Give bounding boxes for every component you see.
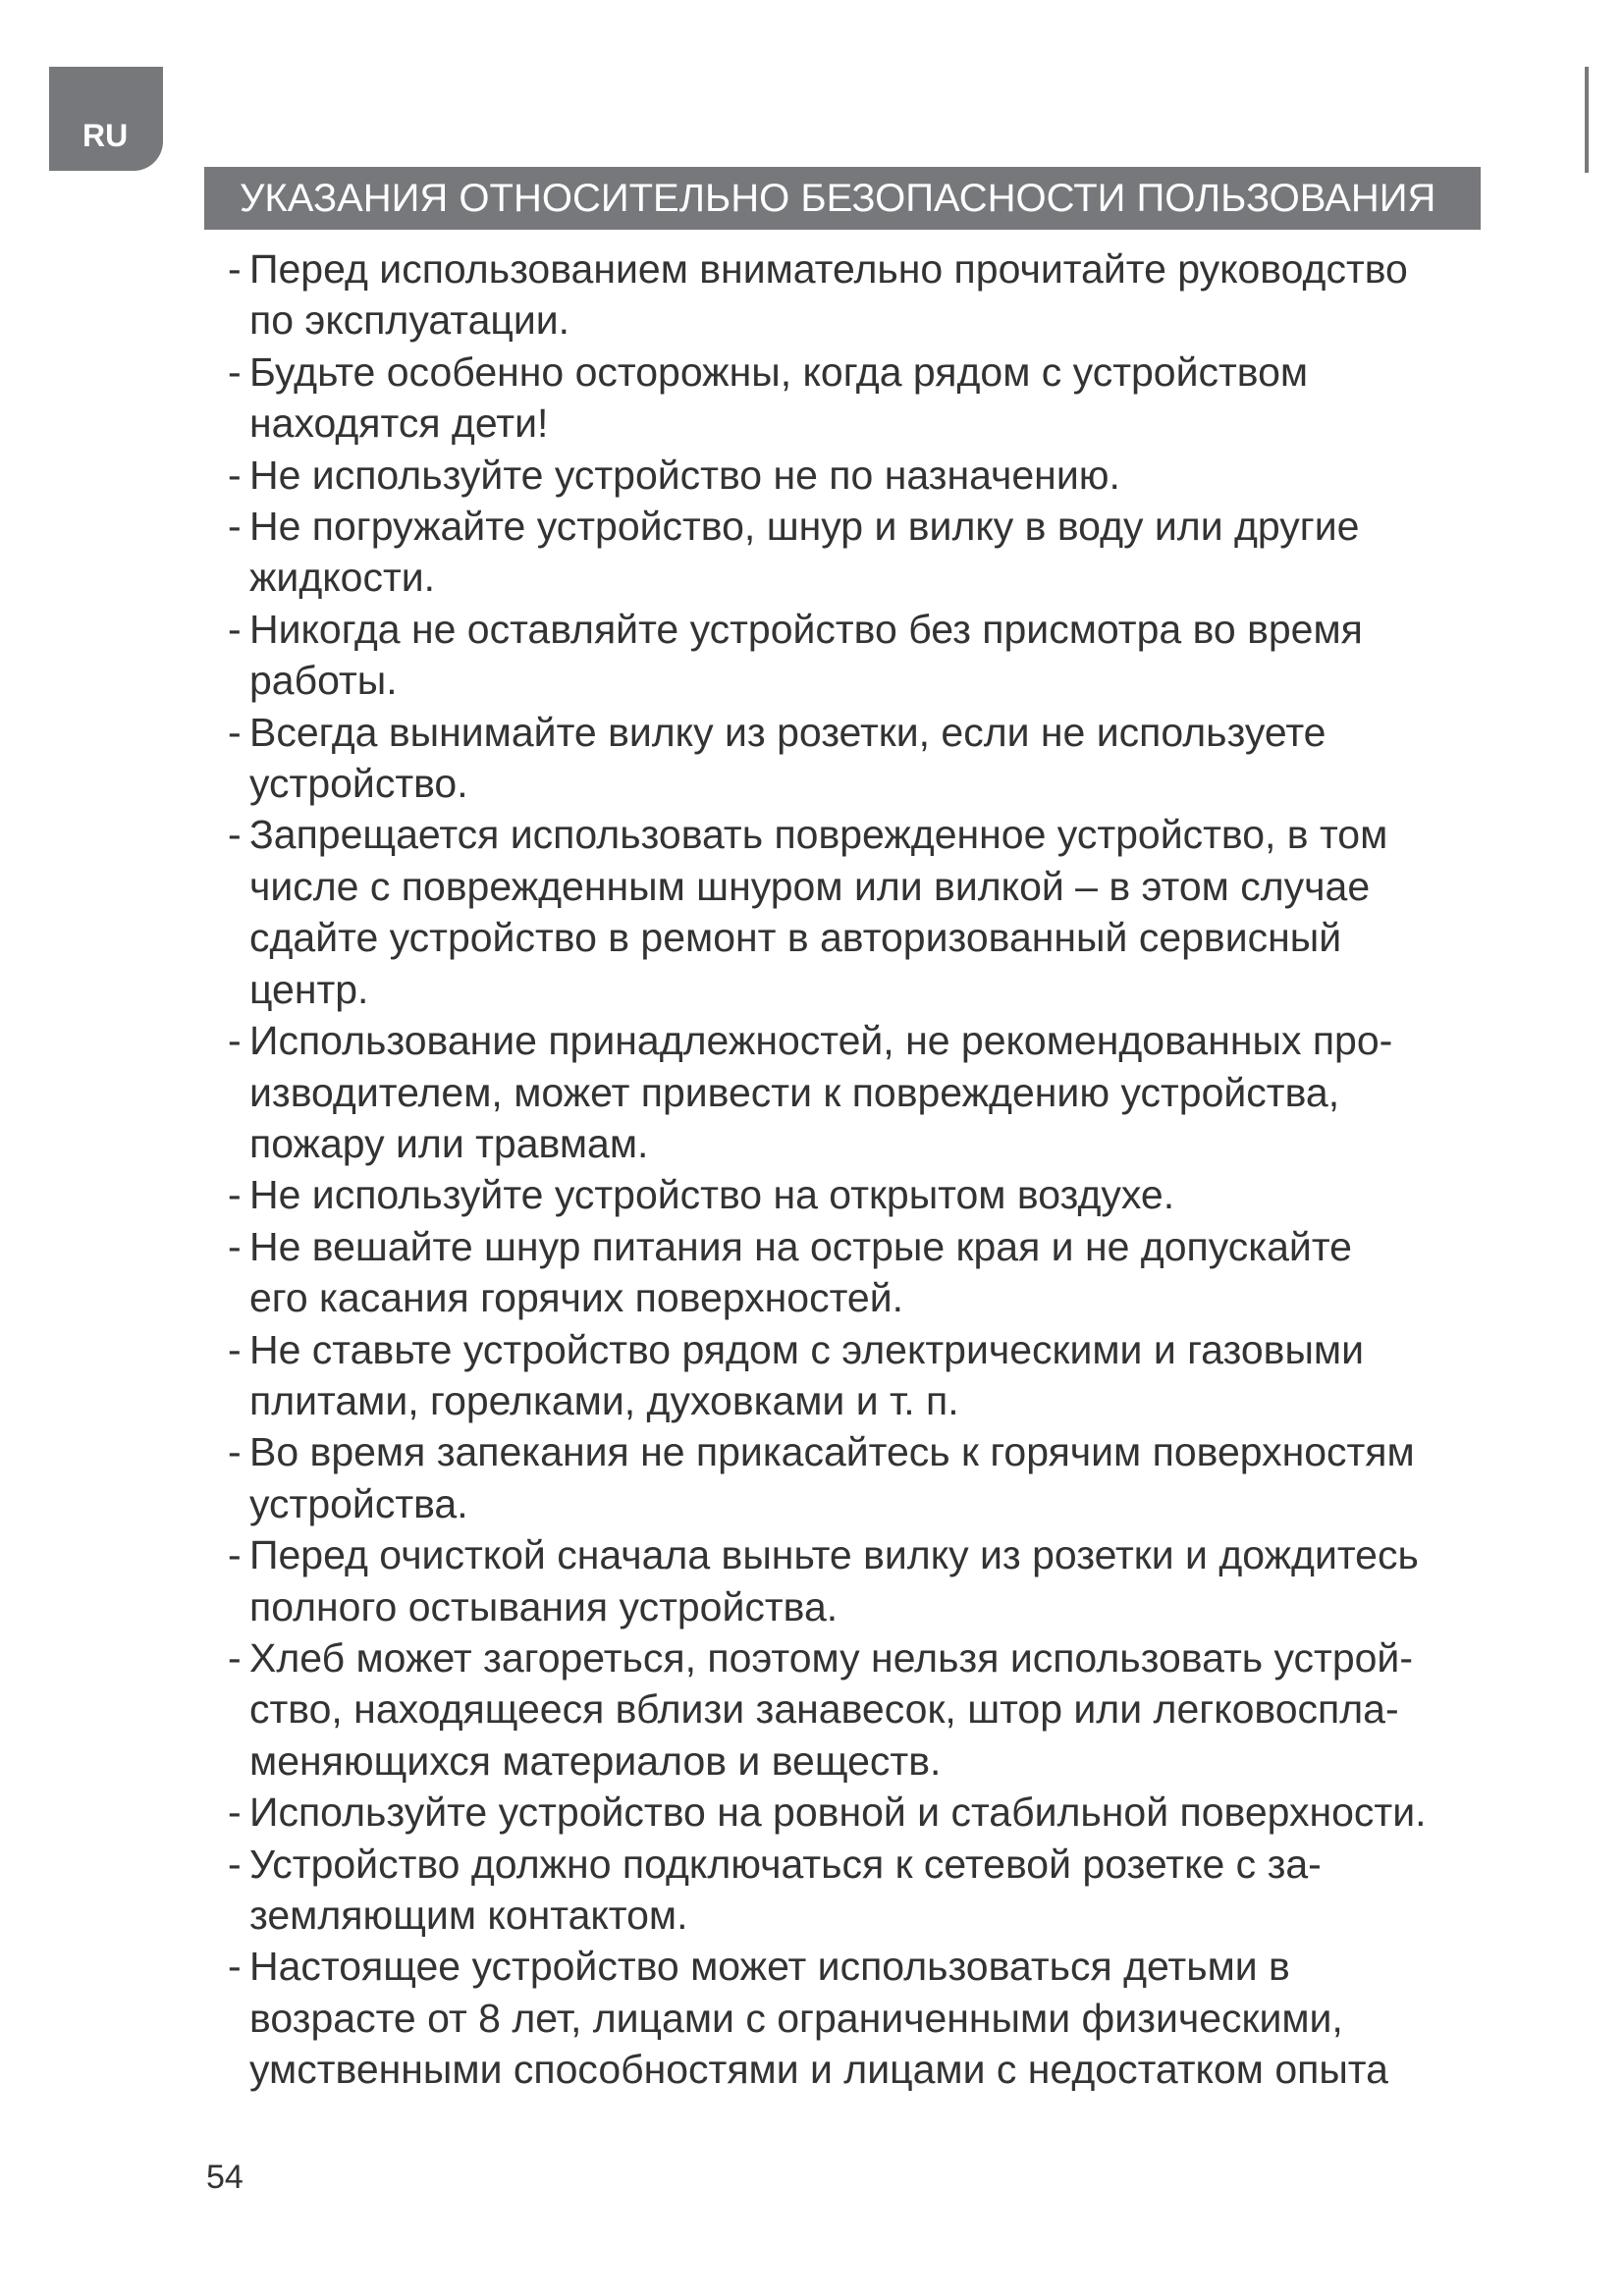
rule-text-line: земляющим контактом. (249, 1893, 688, 1938)
safety-rule-item (228, 450, 1504, 501)
section-title: УКАЗАНИЯ ОТНОСИТЕЛЬНО БЕЗОПАСНОСТИ ПОЛЬЗОВАНИЯ (240, 177, 1436, 220)
rule-text-line: полного остывания устройства. (249, 1583, 839, 1629)
rule-bullet: - (228, 1532, 242, 1578)
rule-text-line: устройство. (249, 761, 468, 807)
rule-text-line: ство, находящееся вблизи занавесок, штор или легковоспла- (249, 1686, 1399, 1733)
rule-text-line: изводителем, может привести к повреждению устройства, (249, 1069, 1340, 1115)
rule-text-line: Настоящее устройство может использоваться детьми в (249, 1944, 1290, 1990)
safety-rule-item (228, 1221, 1504, 1324)
section-header (204, 167, 1481, 230)
rule-bullet: - (228, 1429, 242, 1475)
safety-rule-item (228, 1632, 1504, 1787)
rule-bullet: - (228, 1789, 242, 1836)
rule-bullet: - (228, 1223, 242, 1269)
safety-rule-item (228, 809, 1504, 1015)
rule-text-line: Хлеб может загореться, поэтому нельзя использовать устрой- (249, 1634, 1413, 1681)
rule-text-line: устройства. (249, 1480, 468, 1526)
rule-text-line: пожару или травмам. (249, 1120, 649, 1166)
safety-rules-list (228, 243, 1504, 2096)
safety-rule-item (228, 1426, 1504, 1529)
rule-bullet: - (228, 1841, 242, 1887)
rule-text-line: Перед очисткой сначала выньте вилку из розетки и дождитесь (249, 1532, 1419, 1578)
rule-bullet: - (228, 504, 242, 550)
rule-bullet: - (228, 246, 242, 292)
rule-bullet: - (228, 1172, 242, 1218)
rule-bullet: - (228, 348, 242, 395)
rule-bullet: - (228, 606, 242, 652)
safety-rule-item (228, 1015, 1504, 1169)
rule-text-line: Использование принадлежностей, не рекомендованных про- (249, 1018, 1393, 1064)
rule-text-line: плитами, горелками, духовками и т. п. (249, 1377, 959, 1423)
rule-text-line: работы. (249, 658, 398, 704)
rule-text-line: умственными способностями и лицами с недостатком опыта (249, 2047, 1388, 2093)
rule-text-line: меняющихся материалов и веществ. (249, 1737, 942, 1784)
safety-rule-item (228, 604, 1504, 707)
rule-text-line: его касания горячих поверхностей. (249, 1275, 904, 1321)
rule-text-line: Перед использованием внимательно прочитайте руководство (249, 246, 1408, 292)
rule-bullet: - (228, 812, 242, 858)
safety-rule-item (228, 501, 1504, 604)
rule-bullet: - (228, 1326, 242, 1372)
margin-rule (1585, 67, 1589, 173)
rule-text-line: сдайте устройство в ремонт в авторизованный сервисный (249, 915, 1342, 961)
rule-bullet: - (228, 1018, 242, 1064)
rule-text-line: находятся дети! (249, 400, 549, 447)
rule-bullet: - (228, 1944, 242, 1990)
rule-text-line: Используйте устройство на ровной и стабильной поверхности. (249, 1789, 1427, 1836)
rule-text-line: числе с поврежденным шнуром или вилкой – в этом случае (249, 863, 1371, 909)
rule-bullet: - (228, 452, 242, 498)
safety-rule-item (228, 1529, 1504, 1632)
rule-text-line: Не используйте устройство не по назначению. (249, 452, 1120, 498)
safety-rule-item (228, 1941, 1504, 2095)
safety-rule-item (228, 707, 1504, 810)
rule-text-line: Не вешайте шнур питания на острые края и не допускайте (249, 1223, 1352, 1269)
rule-text-line: жидкости. (249, 555, 436, 601)
safety-rule-item (228, 1169, 1504, 1220)
rule-text-line: Будьте особенно осторожны, когда рядом с устройством (249, 348, 1309, 395)
rule-text-line: Не ставьте устройство рядом с электрическими и газовыми (249, 1326, 1365, 1372)
rule-text-line: Во время запекания не прикасайтесь к горячим поверхностям (249, 1429, 1415, 1475)
page-number: 54 (206, 2159, 244, 2196)
safety-rule-item (228, 347, 1504, 450)
rule-text-line: Запрещается использовать поврежденное устройство, в том (249, 812, 1388, 858)
rule-text-line: Устройство должно подключаться к сетевой розетке с за- (249, 1841, 1322, 1887)
rule-text-line: возрасте от 8 лет, лицами с ограниченными физическими, (249, 1995, 1343, 2041)
rule-text-line: Не погружайте устройство, шнур и вилку в воду или другие (249, 504, 1360, 550)
safety-rule-item (228, 1787, 1504, 1838)
language-tab (49, 67, 163, 171)
rule-text-line: Никогда не оставляйте устройство без присмотра во время (249, 606, 1363, 652)
rule-bullet: - (228, 1634, 242, 1681)
language-code: RU (82, 118, 129, 153)
rule-text-line: по эксплуатации. (249, 297, 570, 344)
rule-text-line: Не используйте устройство на открытом воздухе. (249, 1172, 1175, 1218)
safety-rule-item (228, 243, 1504, 347)
rule-text-line: Всегда вынимайте вилку из розетки, если не используете (249, 709, 1326, 755)
rule-bullet: - (228, 709, 242, 755)
safety-rule-item (228, 1324, 1504, 1427)
safety-rule-item (228, 1839, 1504, 1942)
rule-text-line: центр. (249, 966, 369, 1012)
